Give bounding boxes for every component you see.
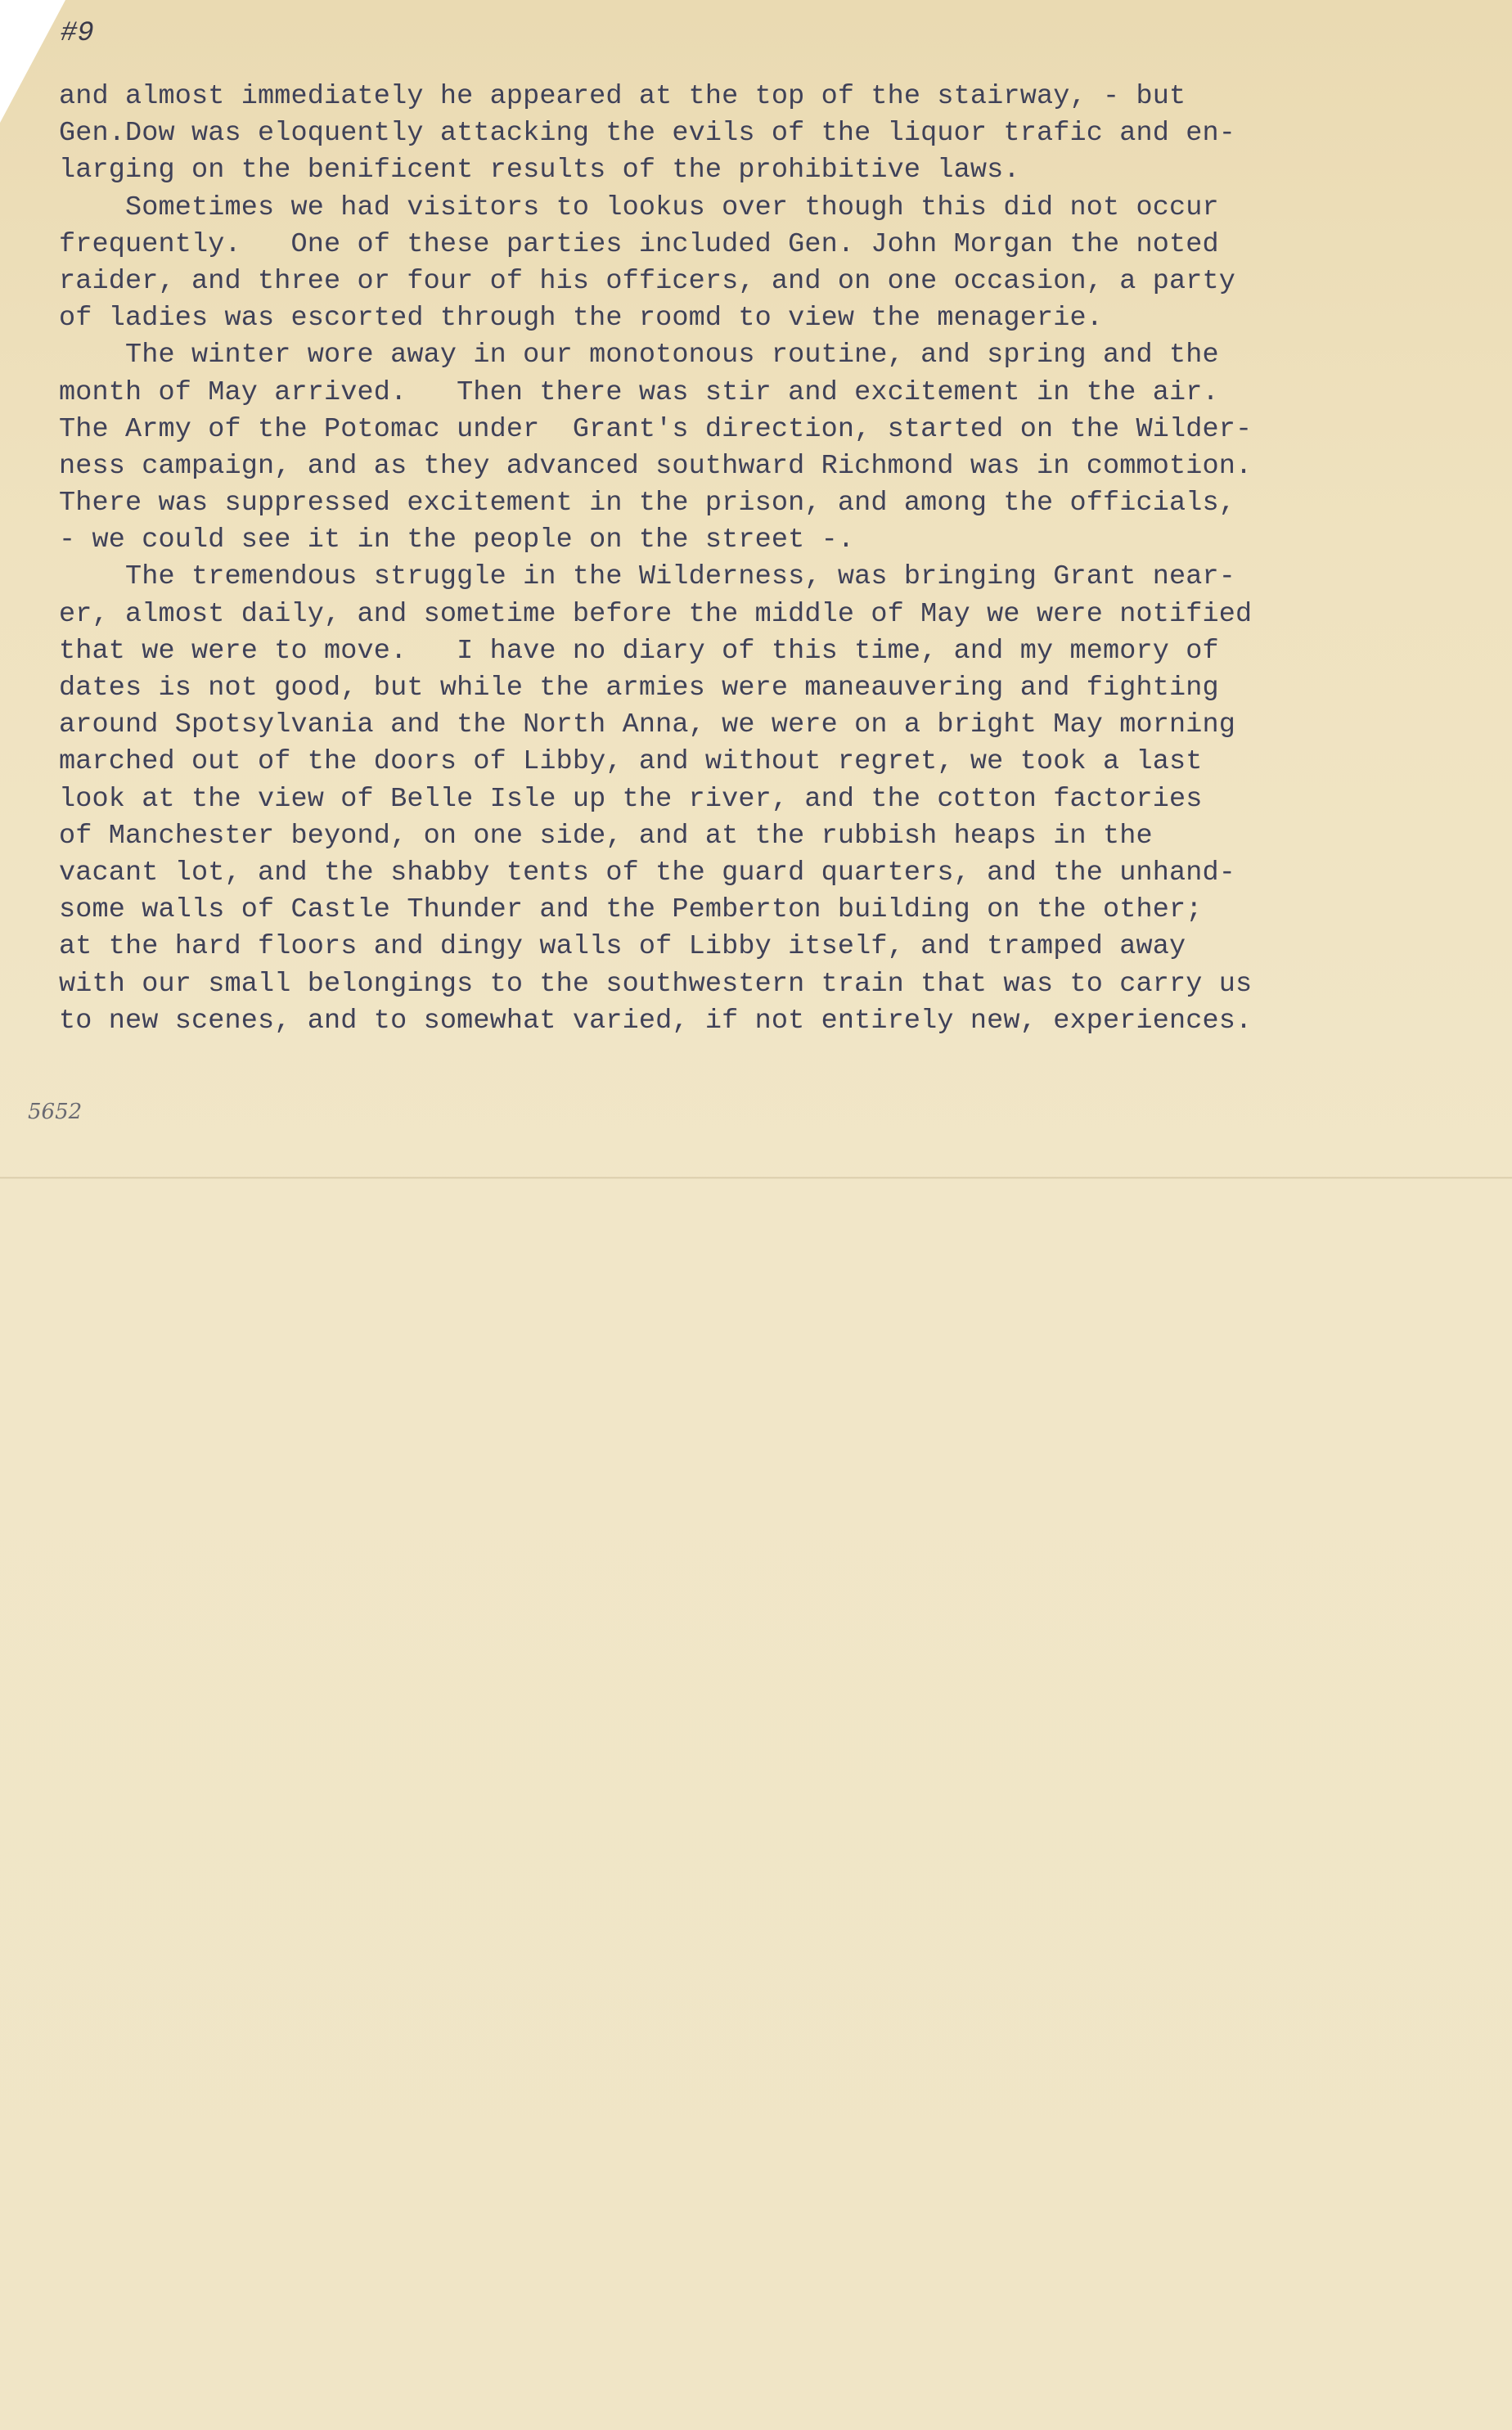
text-line: of ladies was escorted through the roomd to view the menagerie.: [59, 303, 1103, 335]
page-number: #9: [61, 18, 94, 49]
text-line: Sometimes we had visitors to lookus over though this did not occur: [59, 191, 1219, 223]
reverse-side-bleed-through: [65, 1154, 1473, 2414]
text-line: to new scenes, and to somewhat varied, if not entirely new, experiences.: [59, 1005, 1253, 1037]
text-line: marched out of the doors of Libby, and without regret, we took a last: [59, 746, 1203, 778]
text-line: raider, and three or four of his officers, and on one occasion, a party: [59, 265, 1235, 297]
text-line: The Army of the Potomac under Grant's direction, started on the Wilder-: [59, 413, 1253, 445]
text-line: with our small belongings to the southwestern train that was to carry us: [59, 968, 1253, 1000]
text-line: vacant lot, and the shabby tents of the guard quarters, and the unhand-: [59, 857, 1235, 889]
torn-corner: [0, 0, 65, 123]
handwritten-margin-note: 5652: [28, 1100, 83, 1124]
text-line: larging on the benificent results of the prohibitive laws.: [59, 155, 1020, 187]
text-line: at the hard floors and dingy walls of Libby itself, and tramped away: [59, 931, 1186, 963]
text-line: ness campaign, and as they advanced southward Richmond was in commotion.: [59, 450, 1253, 482]
text-line: some walls of Castle Thunder and the Pemberton building on the other;: [59, 894, 1203, 926]
text-line: There was suppressed excitement in the prison, and among the officials,: [59, 488, 1235, 520]
text-line: around Spotsylvania and the North Anna, we were on a bright May morning: [59, 709, 1235, 741]
text-line: month of May arrived. Then there was stir and excitement in the air.: [59, 376, 1219, 408]
text-line: frequently. One of these parties included Gen. John Morgan the noted: [59, 228, 1219, 260]
text-line: The winter wore away in our monotonous routine, and spring and the: [59, 340, 1219, 371]
text-line: of Manchester beyond, on one side, and at the rubbish heaps in the: [59, 820, 1153, 852]
text-line: Gen.Dow was eloquently attacking the evils of the liquor trafic and en-: [59, 118, 1235, 150]
text-line: The tremendous struggle in the Wilderness, was bringing Grant near-: [59, 561, 1235, 593]
text-line: and almost immediately he appeared at the top of the stairway, - but: [59, 81, 1186, 112]
text-line: dates is not good, but while the armies were maneauvering and fighting: [59, 673, 1219, 704]
text-line: - we could see it in the people on the street -.: [59, 524, 855, 556]
typed-text-body: [59, 79, 1483, 1040]
text-line: er, almost daily, and sometime before the middle of May we were notified: [59, 598, 1253, 630]
text-line: look at the view of Belle Isle up the river, and the cotton factories: [59, 783, 1203, 815]
text-line: that we were to move. I have no diary of this time, and my memory of: [59, 635, 1219, 667]
